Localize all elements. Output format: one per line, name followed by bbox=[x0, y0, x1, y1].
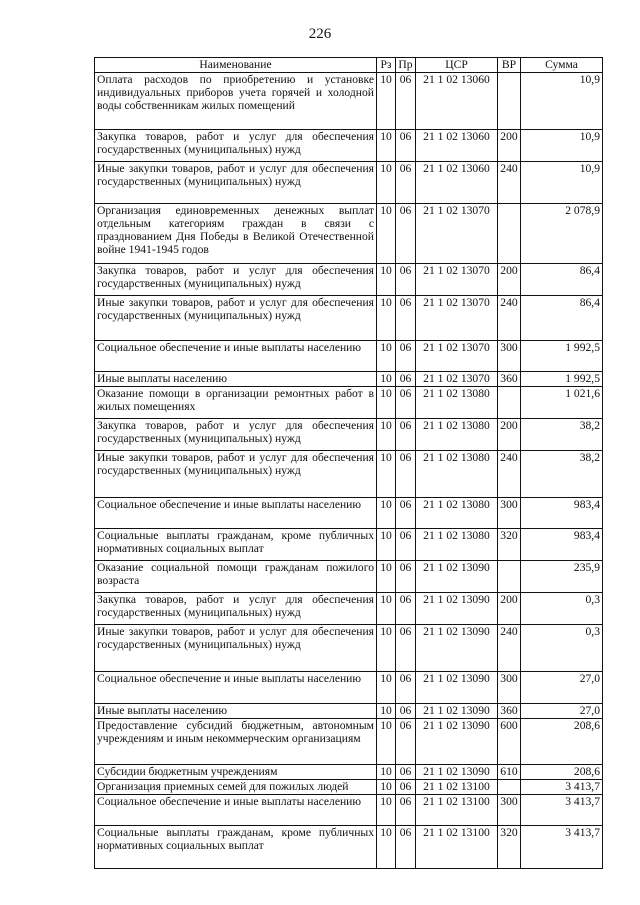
header-pr: Пр bbox=[396, 58, 416, 73]
row-sum: 983,4 bbox=[521, 529, 603, 561]
row-name: Закупка товаров, работ и услуг для обеспечения государственных (муниципальных) нужд bbox=[95, 419, 377, 451]
row-pr: 06 bbox=[396, 451, 416, 498]
table-row bbox=[95, 451, 603, 498]
table-row bbox=[95, 419, 603, 451]
row-rz: 10 bbox=[377, 341, 396, 372]
budget-table bbox=[94, 57, 603, 869]
table-row bbox=[95, 719, 603, 765]
row-csr: 21 1 02 13060 bbox=[416, 73, 498, 130]
table-row bbox=[95, 529, 603, 561]
row-sum: 208,6 bbox=[521, 719, 603, 765]
row-csr: 21 1 02 13090 bbox=[416, 765, 498, 780]
row-pr: 06 bbox=[396, 826, 416, 869]
row-pr: 06 bbox=[396, 264, 416, 296]
row-sum: 10,9 bbox=[521, 130, 603, 162]
row-rz: 10 bbox=[377, 498, 396, 529]
row-sum: 38,2 bbox=[521, 419, 603, 451]
row-sum: 3 413,7 bbox=[521, 780, 603, 795]
row-name: Иные закупки товаров, работ и услуг для обеспечения государственных (муниципальных) нужд bbox=[95, 451, 377, 498]
row-vr: 200 bbox=[498, 419, 521, 451]
table-row bbox=[95, 672, 603, 704]
row-rz: 10 bbox=[377, 130, 396, 162]
row-csr: 21 1 02 13080 bbox=[416, 498, 498, 529]
row-name: Иные закупки товаров, работ и услуг для обеспечения государственных (муниципальных) нужд bbox=[95, 296, 377, 341]
row-pr: 06 bbox=[396, 529, 416, 561]
row-rz: 10 bbox=[377, 704, 396, 719]
row-name: Социальное обеспечение и иные выплаты населению bbox=[95, 672, 377, 704]
row-pr: 06 bbox=[396, 341, 416, 372]
row-csr: 21 1 02 13090 bbox=[416, 719, 498, 765]
row-rz: 10 bbox=[377, 162, 396, 204]
row-vr: 300 bbox=[498, 795, 521, 826]
header-rz: Рз bbox=[377, 58, 396, 73]
row-sum: 27,0 bbox=[521, 672, 603, 704]
row-sum: 0,3 bbox=[521, 625, 603, 672]
row-name: Социальное обеспечение и иные выплаты населению bbox=[95, 498, 377, 529]
row-name: Оказание социальной помощи гражданам пожилого возраста bbox=[95, 561, 377, 593]
row-vr bbox=[498, 561, 521, 593]
row-sum: 38,2 bbox=[521, 451, 603, 498]
row-sum: 27,0 bbox=[521, 704, 603, 719]
row-vr: 300 bbox=[498, 341, 521, 372]
row-name: Социальные выплаты гражданам, кроме публичных нормативных социальных выплат bbox=[95, 826, 377, 869]
row-pr: 06 bbox=[396, 593, 416, 625]
header-sum: Сумма bbox=[521, 58, 603, 73]
page-number: 226 bbox=[308, 26, 332, 42]
row-vr: 240 bbox=[498, 625, 521, 672]
row-csr: 21 1 02 13100 bbox=[416, 780, 498, 795]
row-sum: 2 078,9 bbox=[521, 204, 603, 264]
row-rz: 10 bbox=[377, 672, 396, 704]
row-pr: 06 bbox=[396, 296, 416, 341]
row-name: Закупка товаров, работ и услуг для обеспечения государственных (муниципальных) нужд bbox=[95, 264, 377, 296]
row-vr: 360 bbox=[498, 372, 521, 387]
row-vr bbox=[498, 204, 521, 264]
row-rz: 10 bbox=[377, 73, 396, 130]
table-row bbox=[95, 625, 603, 672]
row-csr: 21 1 02 13100 bbox=[416, 826, 498, 869]
row-vr: 320 bbox=[498, 529, 521, 561]
table-row bbox=[95, 264, 603, 296]
row-rz: 10 bbox=[377, 561, 396, 593]
row-pr: 06 bbox=[396, 204, 416, 264]
table-row bbox=[95, 204, 603, 264]
row-csr: 21 1 02 13080 bbox=[416, 387, 498, 419]
table-row bbox=[95, 826, 603, 869]
row-csr: 21 1 02 13060 bbox=[416, 130, 498, 162]
row-rz: 10 bbox=[377, 264, 396, 296]
row-csr: 21 1 02 13070 bbox=[416, 204, 498, 264]
table-row bbox=[95, 73, 603, 130]
row-vr: 240 bbox=[498, 296, 521, 341]
row-pr: 06 bbox=[396, 795, 416, 826]
header-csr: ЦСР bbox=[416, 58, 498, 73]
row-pr: 06 bbox=[396, 561, 416, 593]
row-rz: 10 bbox=[377, 529, 396, 561]
row-sum: 0,3 bbox=[521, 593, 603, 625]
row-name: Организация приемных семей для пожилых людей bbox=[95, 780, 377, 795]
row-name: Закупка товаров, работ и услуг для обеспечения государственных (муниципальных) нужд bbox=[95, 593, 377, 625]
row-sum: 86,4 bbox=[521, 296, 603, 341]
table-row bbox=[95, 341, 603, 372]
row-name: Оказание помощи в организации ремонтных работ в жилых помещениях bbox=[95, 387, 377, 419]
row-rz: 10 bbox=[377, 625, 396, 672]
row-name: Иные выплаты населению bbox=[95, 704, 377, 719]
row-pr: 06 bbox=[396, 372, 416, 387]
row-rz: 10 bbox=[377, 826, 396, 869]
row-vr bbox=[498, 387, 521, 419]
row-csr: 21 1 02 13090 bbox=[416, 625, 498, 672]
row-csr: 21 1 02 13070 bbox=[416, 341, 498, 372]
row-csr: 21 1 02 13060 bbox=[416, 162, 498, 204]
row-rz: 10 bbox=[377, 372, 396, 387]
row-pr: 06 bbox=[396, 498, 416, 529]
row-name: Социальное обеспечение и иные выплаты населению bbox=[95, 795, 377, 826]
row-name: Социальное обеспечение и иные выплаты населению bbox=[95, 341, 377, 372]
table-row bbox=[95, 561, 603, 593]
row-csr: 21 1 02 13080 bbox=[416, 451, 498, 498]
row-pr: 06 bbox=[396, 73, 416, 130]
row-rz: 10 bbox=[377, 204, 396, 264]
header-vr: ВР bbox=[498, 58, 521, 73]
row-csr: 21 1 02 13070 bbox=[416, 296, 498, 341]
row-pr: 06 bbox=[396, 162, 416, 204]
row-sum: 3 413,7 bbox=[521, 795, 603, 826]
row-vr: 200 bbox=[498, 264, 521, 296]
row-csr: 21 1 02 13070 bbox=[416, 372, 498, 387]
row-vr: 240 bbox=[498, 451, 521, 498]
row-csr: 21 1 02 13090 bbox=[416, 672, 498, 704]
row-name: Социальные выплаты гражданам, кроме публичных нормативных социальных выплат bbox=[95, 529, 377, 561]
row-vr: 600 bbox=[498, 719, 521, 765]
row-pr: 06 bbox=[396, 387, 416, 419]
row-name: Иные выплаты населению bbox=[95, 372, 377, 387]
table-row bbox=[95, 780, 603, 795]
row-csr: 21 1 02 13090 bbox=[416, 704, 498, 719]
row-vr: 200 bbox=[498, 593, 521, 625]
row-vr: 610 bbox=[498, 765, 521, 780]
table-row bbox=[95, 765, 603, 780]
row-pr: 06 bbox=[396, 765, 416, 780]
table-row bbox=[95, 387, 603, 419]
row-csr: 21 1 02 13080 bbox=[416, 529, 498, 561]
row-pr: 06 bbox=[396, 419, 416, 451]
row-csr: 21 1 02 13090 bbox=[416, 561, 498, 593]
row-sum: 983,4 bbox=[521, 498, 603, 529]
row-pr: 06 bbox=[396, 625, 416, 672]
row-sum: 1 992,5 bbox=[521, 341, 603, 372]
row-rz: 10 bbox=[377, 387, 396, 419]
table-row bbox=[95, 498, 603, 529]
row-name: Иные закупки товаров, работ и услуг для обеспечения государственных (муниципальных) нужд bbox=[95, 162, 377, 204]
row-sum: 10,9 bbox=[521, 162, 603, 204]
row-name: Субсидии бюджетным учреждениям bbox=[95, 765, 377, 780]
row-sum: 86,4 bbox=[521, 264, 603, 296]
row-vr: 300 bbox=[498, 672, 521, 704]
row-rz: 10 bbox=[377, 451, 396, 498]
row-vr bbox=[498, 780, 521, 795]
row-name: Оплата расходов по приобретению и установке индивидуальных приборов учета горячей и холодной воды собственникам жилых помещений bbox=[95, 73, 377, 130]
table-body bbox=[95, 73, 603, 869]
row-csr: 21 1 02 13070 bbox=[416, 264, 498, 296]
row-pr: 06 bbox=[396, 130, 416, 162]
row-vr bbox=[498, 73, 521, 130]
row-name: Организация единовременных денежных выплат отдельным категориям граждан в связи с празднованием Дня Победы в Великой Отечественной войне 1941-1945 годов bbox=[95, 204, 377, 264]
row-csr: 21 1 02 13100 bbox=[416, 795, 498, 826]
row-rz: 10 bbox=[377, 765, 396, 780]
row-name: Иные закупки товаров, работ и услуг для обеспечения государственных (муниципальных) нужд bbox=[95, 625, 377, 672]
row-vr: 200 bbox=[498, 130, 521, 162]
row-sum: 1 992,5 bbox=[521, 372, 603, 387]
table-row bbox=[95, 372, 603, 387]
row-vr: 320 bbox=[498, 826, 521, 869]
row-rz: 10 bbox=[377, 719, 396, 765]
row-rz: 10 bbox=[377, 296, 396, 341]
row-sum: 3 413,7 bbox=[521, 826, 603, 869]
row-pr: 06 bbox=[396, 719, 416, 765]
row-name: Закупка товаров, работ и услуг для обеспечения государственных (муниципальных) нужд bbox=[95, 130, 377, 162]
row-vr: 360 bbox=[498, 704, 521, 719]
row-name: Предоставление субсидий бюджетным, автономным учреждениям и иным некоммерческим организациям bbox=[95, 719, 377, 765]
table-row bbox=[95, 296, 603, 341]
row-rz: 10 bbox=[377, 795, 396, 826]
row-vr: 240 bbox=[498, 162, 521, 204]
row-rz: 10 bbox=[377, 593, 396, 625]
header-name: Наименование bbox=[95, 58, 377, 73]
row-rz: 10 bbox=[377, 780, 396, 795]
row-pr: 06 bbox=[396, 704, 416, 719]
table-row bbox=[95, 795, 603, 826]
row-sum: 1 021,6 bbox=[521, 387, 603, 419]
row-sum: 10,9 bbox=[521, 73, 603, 130]
table-header-row bbox=[95, 58, 603, 73]
row-pr: 06 bbox=[396, 780, 416, 795]
row-csr: 21 1 02 13080 bbox=[416, 419, 498, 451]
table-row bbox=[95, 130, 603, 162]
row-pr: 06 bbox=[396, 672, 416, 704]
row-vr: 300 bbox=[498, 498, 521, 529]
table-row bbox=[95, 704, 603, 719]
row-sum: 235,9 bbox=[521, 561, 603, 593]
row-rz: 10 bbox=[377, 419, 396, 451]
row-csr: 21 1 02 13090 bbox=[416, 593, 498, 625]
row-sum: 208,6 bbox=[521, 765, 603, 780]
table-row bbox=[95, 162, 603, 204]
table-row bbox=[95, 593, 603, 625]
